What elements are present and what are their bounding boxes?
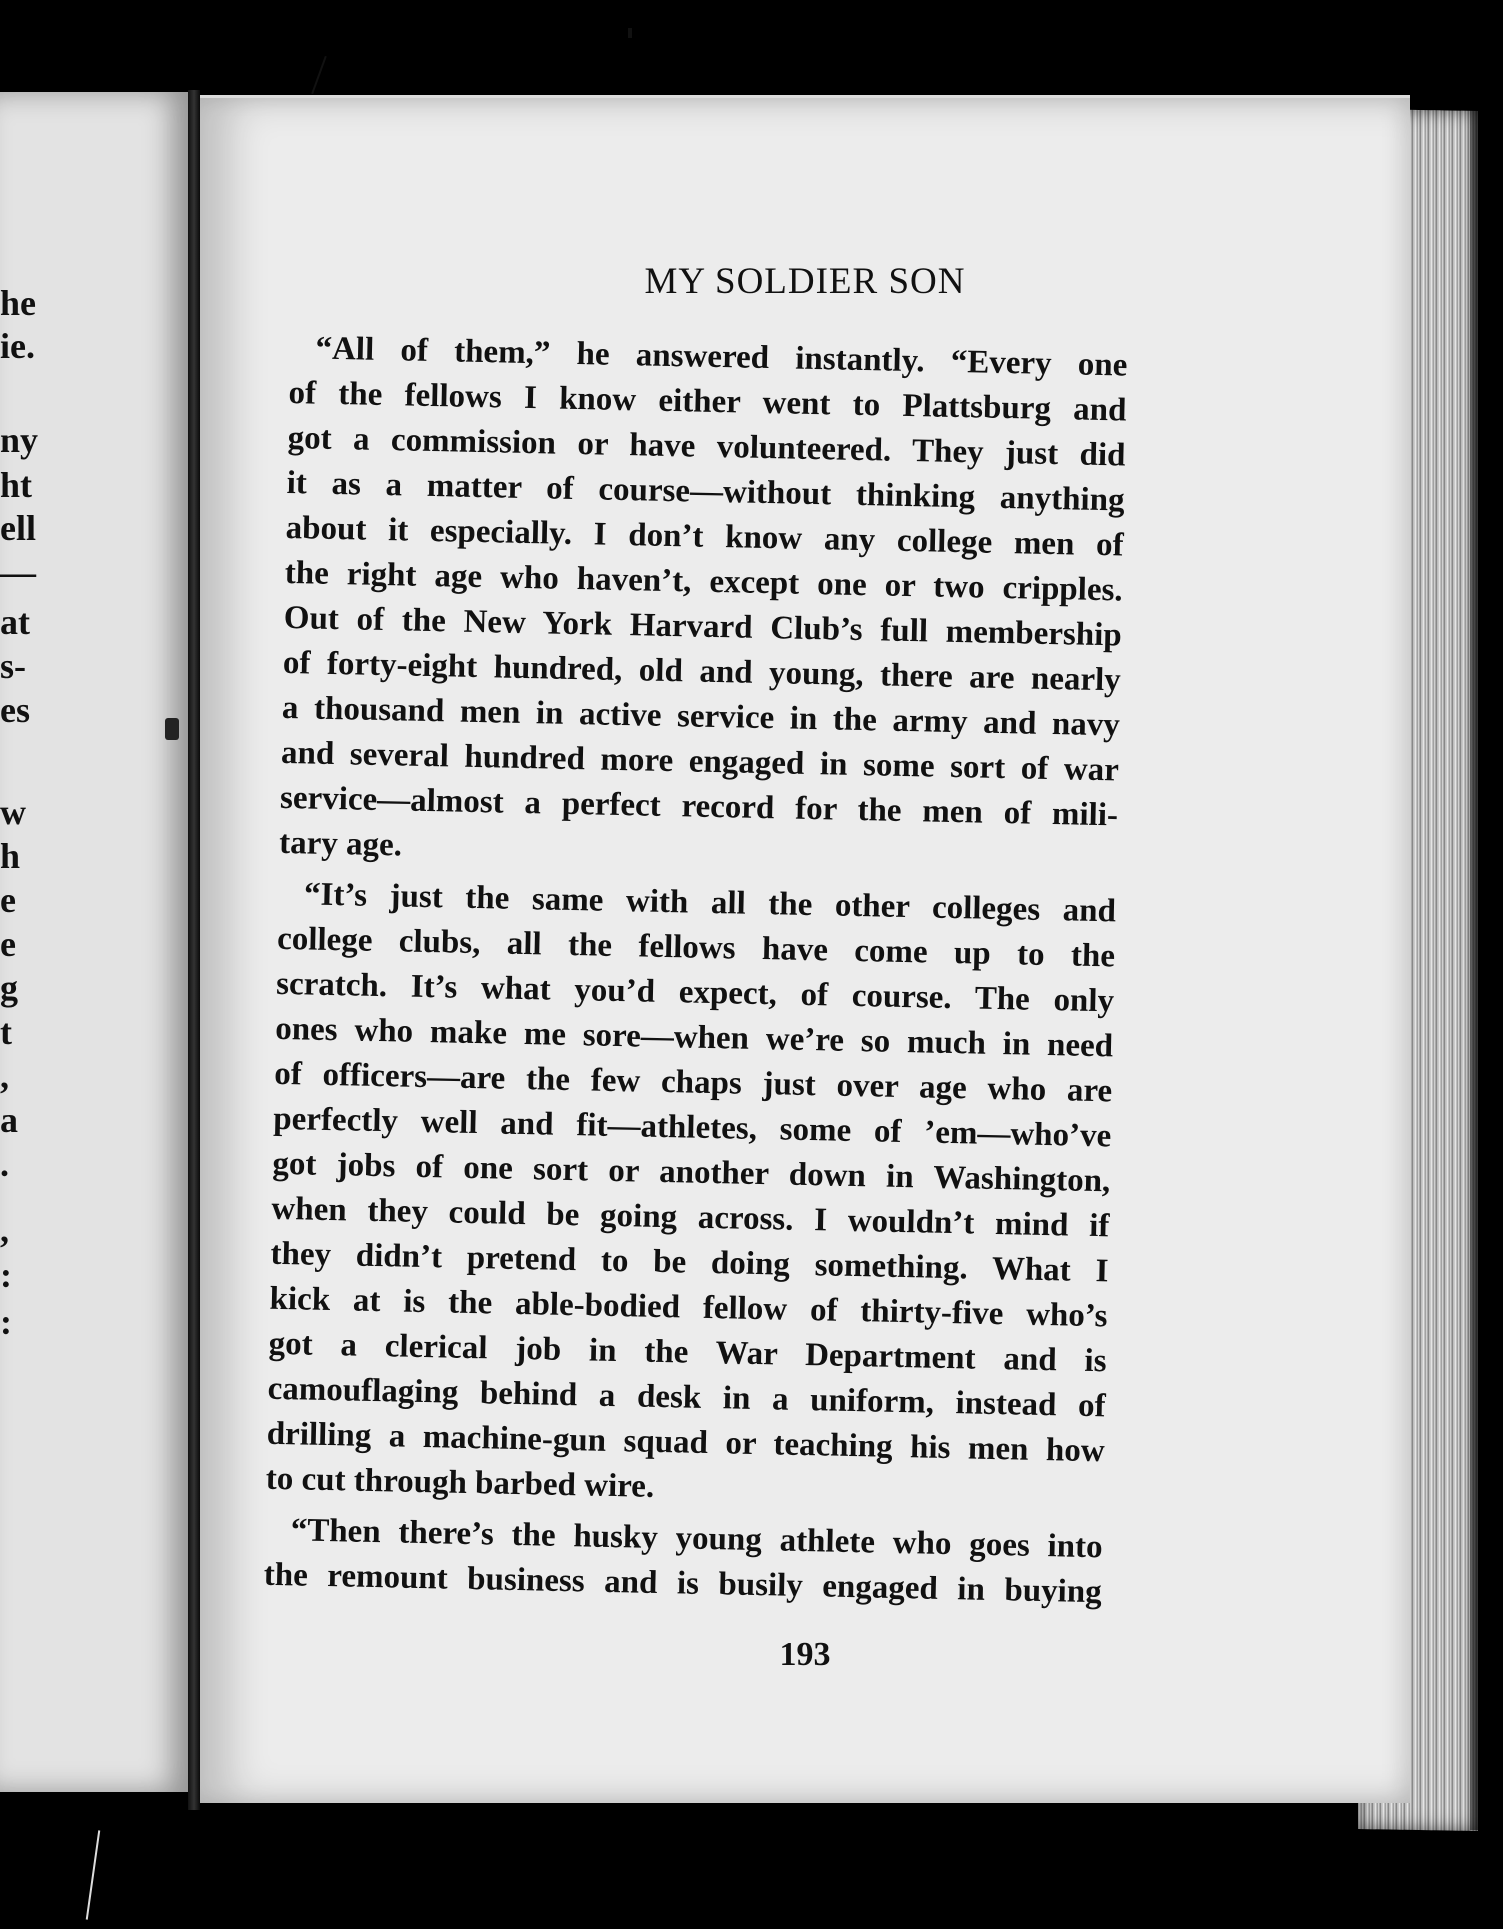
text-line: of the fellows I know either went to Plattsburg and [288, 374, 1127, 429]
left-page-fragment: , [0, 1210, 9, 1250]
text-line: of forty-eight hundred, old and young, there are nearly [282, 644, 1122, 699]
left-page-fragment: e [0, 880, 16, 920]
text-line: college clubs, all the fellows have come up to the [276, 920, 1116, 975]
text-line: and several hundred more engaged in some sort of war [280, 734, 1120, 789]
left-page-fragment: s- [0, 646, 26, 686]
text-line: when they could be going across. I wouldn’t mind if [271, 1190, 1110, 1245]
left-facing-page [0, 92, 190, 1792]
left-page-fragment: he [0, 283, 36, 323]
text-line: a thousand men in active service in the army and navy [281, 689, 1121, 744]
text-line: drilling a machine-gun squad or teaching his men how [266, 1415, 1105, 1470]
text-line: kick at is the able-bodied fellow of thirty-five who’s [269, 1280, 1108, 1335]
left-page-fragment: w [0, 792, 26, 832]
page-body-text [263, 326, 1127, 1615]
text-line: the right age who haven’t, except one or two cripples. [284, 554, 1124, 609]
left-page-fragment: h [0, 836, 21, 876]
text-line: “It’s just the same with all the other colleges and [303, 876, 1117, 930]
text-line: got a clerical job in the War Department and is [268, 1325, 1107, 1380]
left-page-fragment: e [0, 924, 16, 964]
text-line: got jobs of one sort or another down in Washington, [272, 1145, 1111, 1200]
text-line: camouflaging behind a desk in a uniform, instead of [267, 1370, 1106, 1425]
left-page-fragment: a [0, 1100, 18, 1140]
text-line: it as a matter of course—without thinking anything [286, 464, 1125, 519]
dust-speck [311, 56, 327, 94]
left-page-fragment: at [0, 602, 30, 642]
left-page-fragment: , [0, 1056, 9, 1096]
text-line: got a commission or have volunteered. They just did [287, 419, 1126, 474]
book-gutter [188, 90, 200, 1810]
text-line: tary age. [278, 824, 403, 864]
left-page-fragment: es [0, 690, 30, 730]
text-line: of officers—are the few chaps just over age who are [273, 1055, 1113, 1110]
left-page-fragment: ht [0, 465, 33, 505]
left-page-fragment: : [0, 1255, 12, 1295]
dust-speck [86, 1830, 101, 1919]
page-number: 193 [779, 1636, 831, 1673]
edge-shadow [1470, 110, 1503, 1830]
book-page [200, 95, 1410, 1803]
text-line: perfectly well and fit—athletes, some of ’em—who’ve [273, 1100, 1112, 1155]
text-line: they didn’t pretend to be doing something. What I [270, 1235, 1109, 1290]
dust-speck [628, 28, 632, 38]
text-line: about it especially. I don’t know any college men of [285, 509, 1124, 564]
text-line: scratch. It’s what you’d expect, of course. The only [275, 965, 1115, 1020]
left-page-fragment: . [0, 1144, 9, 1184]
left-page-fragment: ell [0, 508, 36, 548]
left-page-fragment: t [0, 1012, 12, 1052]
left-page-fragment: ie. [0, 326, 35, 366]
running-header: MY SOLDIER SON [644, 261, 966, 302]
left-page-fragment: g [0, 968, 18, 1008]
text-line: to cut through barbed wire. [265, 1460, 655, 1505]
text-line: “All of them,” he answered instantly. “Every one [315, 330, 1128, 384]
text-line: ones who make me sore—when we’re so much in need [274, 1010, 1114, 1065]
text-line: service—almost a perfect record for the men of mili- [279, 779, 1119, 834]
text-line: “Then there’s the husky young athlete who goes into [290, 1512, 1103, 1566]
left-page-fragment: ny [0, 420, 39, 460]
left-page-fragment: : [0, 1302, 12, 1342]
left-page-fragment: — [0, 552, 36, 592]
text-line: Out of the New York Harvard Club’s full membership [283, 599, 1123, 654]
page-clip-mark [165, 718, 179, 740]
text-line: the remount business and is busily engaged in buying [263, 1556, 1103, 1611]
